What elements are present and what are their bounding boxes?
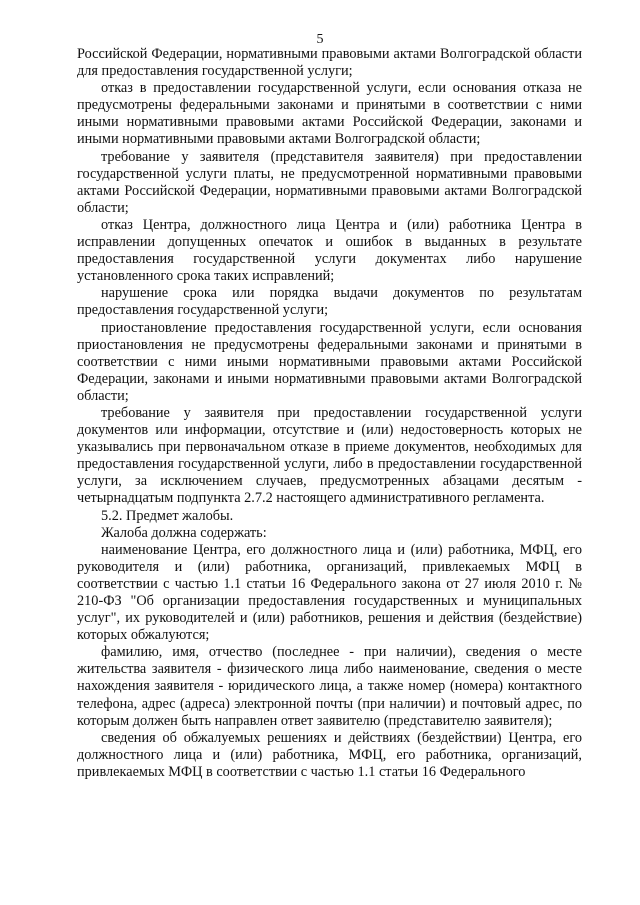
paragraph: требование у заявителя при предоставлении государственной услуги документов или информации, отсутствие и (или) недостоверность которых не указывались при первоначальном отказе в приеме документов, необходимых для предоставления государственной услуги, либо в предоставлении государственной услуги, за исключением случаев, предусмотренных абзацами десятым - четырнадцатым подпункта 2.7.2 настоящего административного регламента. — [77, 404, 582, 507]
paragraph: Жалоба должна содержать: — [101, 524, 267, 541]
paragraph: нарушение срока или порядка выдачи документов по результатам предоставления государственной услуги; — [77, 285, 582, 319]
paragraph: требование у заявителя (представителя заявителя) при предоставлении государственной услуги платы, не предусмотренной нормативными правовыми актами Российской Федерации, нормативными правовыми актами Волгоградской области; — [77, 148, 582, 216]
paragraph: наименование Центра, его должностного лица и (или) работника, МФЦ, его руководителя и (или) работника, организаций, привлекаемых МФЦ в соответствии с частью 1.1 статьи 16 Федерального закона от 27 июля 2010 г. № 210-ФЗ "Об организации предоставления государственных и муниципальных услуг", их руководителей и (или) работников, решения и действия (бездействие) которых обжалуются; — [77, 541, 582, 644]
document-body — [77, 46, 582, 781]
page-number: 5 — [316, 32, 324, 47]
paragraph: отказ в предоставлении государственной услуги, если основания отказа не предусмотрены федеральными законами и принятыми в соответствии с ними иными нормативными правовыми актами Российской Федерации, законами и иными нормативными правовыми актами Волгоградской области; — [77, 80, 582, 148]
paragraph: сведения об обжалуемых решениях и действиях (бездействии) Центра, его должностного лица и (или) работника, МФЦ, его работника, организаций, привлекаемых МФЦ в соответствии с частью 1.1 статьи 16 Федерального — [77, 729, 582, 780]
paragraph: Российской Федерации, нормативными правовыми актами Волгоградской области для предоставления государственной услуги; — [77, 46, 582, 80]
paragraph: фамилию, имя, отчество (последнее - при наличии), сведения о месте жительства заявителя - физического лица либо наименование, сведения о месте нахождения заявителя - юридического лица, а также номер (номера) контактного телефона, адрес (адреса) электронной почты (при наличии) и почтовый адрес, по которым должен быть направлен ответ заявителю (представителю заявителя); — [77, 644, 582, 729]
paragraph: приостановление предоставления государственной услуги, если основания приостановления не предусмотрены федеральными законами и принятыми в соответствии с ними иными нормативными правовыми актами Российской Федерации, законами и иными нормативными правовыми актами Волгоградской области; — [77, 319, 582, 404]
paragraph: 5.2. Предмет жалобы. — [101, 507, 234, 524]
paragraph: отказ Центра, должностного лица Центра и (или) работника Центра в исправлении допущенных опечаток и ошибок в выданных в результате предоставления государственной услуги документах либо нарушение установленного срока таких исправлений; — [77, 216, 582, 285]
